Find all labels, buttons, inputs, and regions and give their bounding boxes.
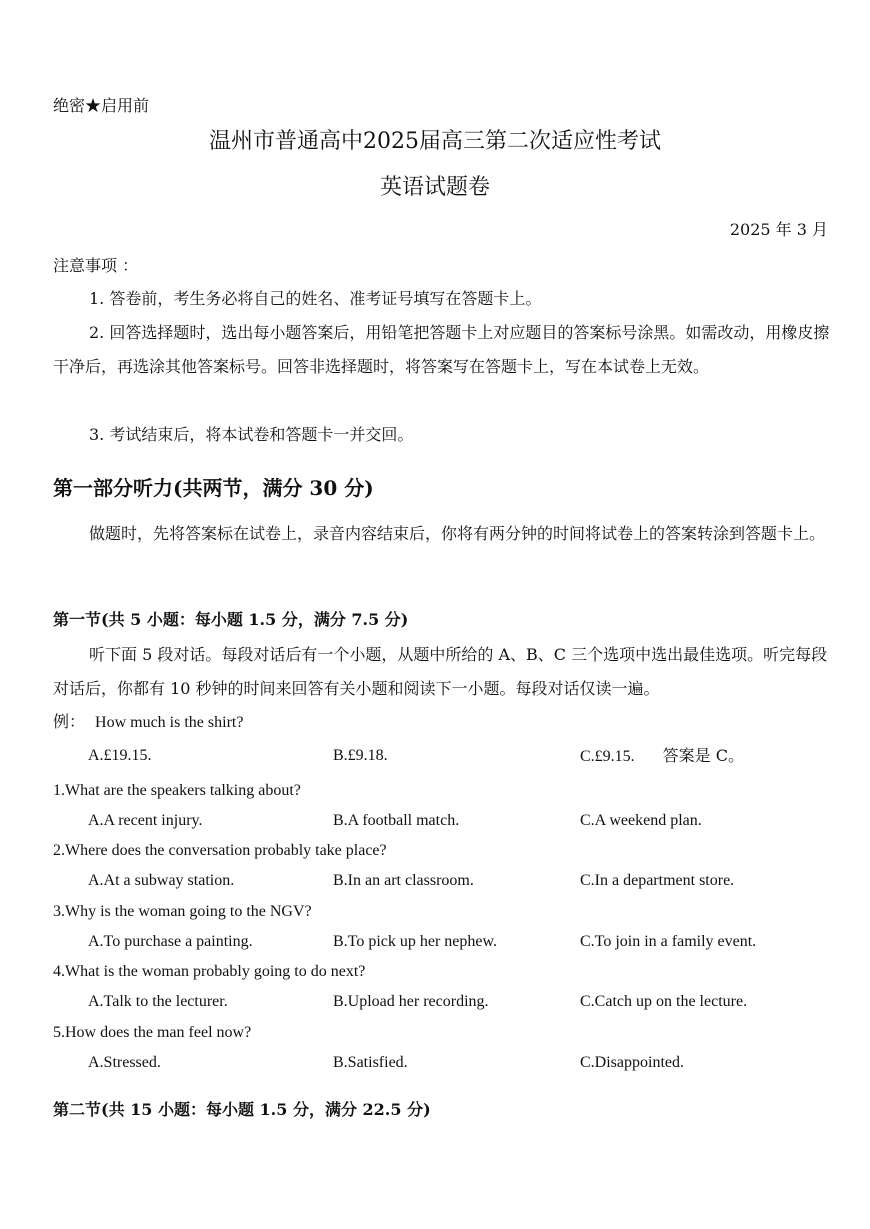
question-5: 5.How does the man feel now? (53, 1024, 252, 1041)
section1-heading (53, 612, 408, 628)
notice-item-2: 2. 回答选择题时，选出每小题答案后，用铅笔把答题卡上对应题目的答案标号涂黑。如需改动，用橡皮擦干净后，再选涂其他答案标号。回答非选择题时，将答案写在答题卡上，写在本试卷上无效。 (53, 323, 830, 376)
example-option-b: B.£9.18. (333, 747, 388, 764)
q4-option-a: A.Talk to the lecturer. (88, 993, 228, 1010)
question-1: 1.What are the speakers talking about? (53, 782, 301, 799)
example-answer: 答案是 C。 (662, 746, 745, 765)
q1-option-a: A.A recent injury. (88, 812, 203, 829)
example-prefix: 例： (53, 712, 86, 731)
question-4: 4.What is the woman probably going to do next? (53, 963, 366, 980)
section1-instructions: 听下面 5 段对话。每段对话后有一个小题，从题中所给的 A、B、C 三个选项中选出最佳选项。听完每段对话后，你都有 10 秒钟的时间来回答有关小题和阅读下一小题。每段对话仅读一遍。 (53, 645, 828, 698)
section2-heading-text: 第二节(共 15 小题：每小题 1.5 分，满分 22.5 分) (53, 1100, 431, 1119)
q3-option-a: A.To purchase a painting. (88, 933, 253, 950)
q5-option-c: C.Disappointed. (580, 1054, 684, 1071)
example-question (53, 714, 243, 731)
question-3: 3.Why is the woman going to the NGV? (53, 903, 312, 920)
q3-option-b: B.To pick up her nephew. (333, 933, 498, 950)
exam-date: 2025 年 3 月 (729, 220, 828, 239)
example-option-c (580, 748, 744, 765)
section2-heading (53, 1102, 431, 1118)
q2-option-a: A.At a subway station. (88, 872, 235, 889)
section1-heading-text: 第一节(共 5 小题：每小题 1.5 分，满分 7.5 分) (53, 610, 409, 629)
example-option-a: A.£19.15. (88, 747, 152, 764)
part1-heading-text: 第一部分听力(共两节，满分 30 分) (53, 476, 374, 500)
part1-heading (53, 478, 374, 498)
q2-option-c: C.In a department store. (580, 872, 735, 889)
q4-option-b: B.Upload her recording. (333, 993, 489, 1010)
exam-subtitle: 英语试题卷 (379, 175, 490, 200)
q1-option-b: B.A football match. (333, 812, 460, 829)
secret-label: 绝密★启用前 (53, 96, 150, 115)
example-question-text: How much is the shirt? (95, 714, 244, 731)
q5-option-a: A.Stressed. (88, 1054, 161, 1071)
q1-option-c: C.A weekend plan. (580, 812, 702, 829)
q3-option-c: C.To join in a family event. (580, 933, 757, 950)
q4-option-c: C.Catch up on the lecture. (580, 993, 748, 1010)
notice-heading: 注意事项 ： (53, 256, 139, 275)
question-2: 2.Where does the conversation probably take place? (53, 842, 387, 859)
notice-item-3: 3. 考试结束后，将本试卷和答题卡一并交回。 (89, 425, 414, 444)
q2-option-b: B.In an art classroom. (333, 872, 474, 889)
part1-instructions: 做题时，先将答案标在试卷上，录音内容结束后，你将有两分钟的时间将试卷上的答案转涂到答题卡上。 (89, 524, 826, 543)
example-option-c-text: C.£9.15. (580, 748, 635, 765)
notice-item-1: 1. 答卷前，考生务必将自己的姓名、准考证号填写在答题卡上。 (89, 289, 542, 308)
exam-title: 温州市普通高中2025届高三第二次适应性考试 (209, 129, 661, 154)
q5-option-b: B.Satisfied. (333, 1054, 408, 1071)
